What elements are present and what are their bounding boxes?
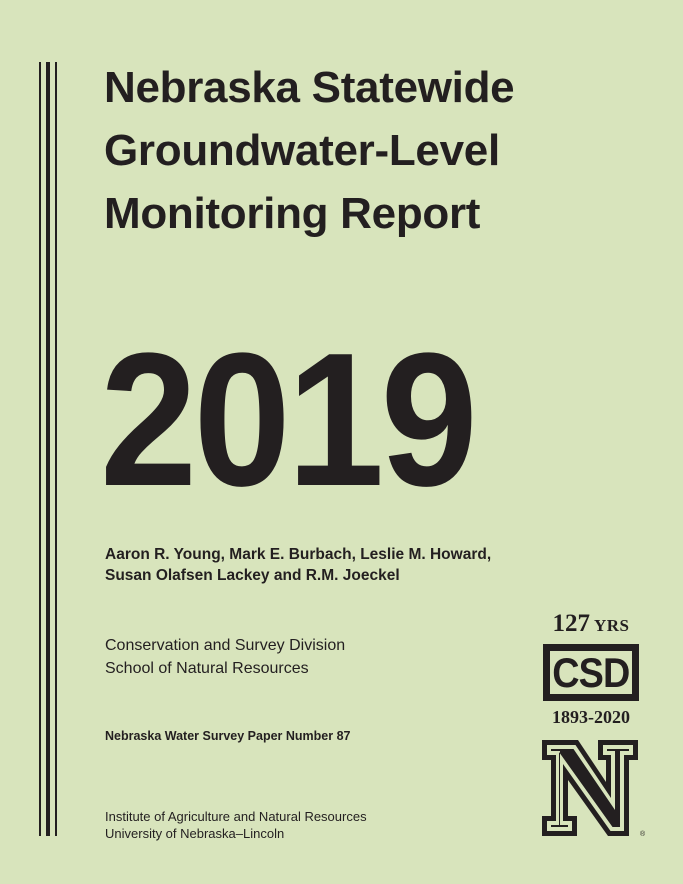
report-year: 2019	[100, 314, 475, 526]
authors-line-1: Aaron R. Young, Mark E. Burbach, Leslie M. Howard,	[105, 546, 492, 563]
nebraska-n-icon	[538, 738, 648, 838]
csd-dates: 1893-2020	[552, 707, 630, 727]
csd-logo-box	[543, 644, 639, 701]
institute	[105, 808, 367, 842]
institute-line-2: University of Nebraska–Lincoln	[105, 826, 285, 841]
csd-acronym: CSD	[552, 648, 630, 696]
authors	[105, 544, 491, 586]
csd-years	[537, 610, 645, 640]
authors-line-2: Susan Olafsen Lackey and R.M. Joeckel	[105, 567, 400, 584]
title-line-1: Nebraska Statewide	[104, 63, 515, 112]
decorative-rule-right	[55, 62, 57, 836]
division-line-1: Conservation and Survey Division	[105, 637, 346, 654]
title-line-2: Groundwater-Level	[104, 126, 500, 175]
publisher-division	[105, 634, 345, 680]
csd-anniversary-badge	[537, 610, 645, 728]
report-title	[104, 56, 514, 245]
decorative-rule-left	[39, 62, 41, 836]
csd-years-unit: YRS	[593, 616, 630, 635]
division-line-2: School of Natural Resources	[105, 660, 309, 677]
series-number: Nebraska Water Survey Paper Number 87	[105, 729, 351, 743]
registered-mark: ®	[640, 831, 646, 838]
decorative-rule-middle	[46, 62, 50, 836]
title-line-3: Monitoring Report	[104, 189, 481, 238]
csd-years-number: 127	[552, 610, 590, 637]
institute-line-1: Institute of Agriculture and Natural Resources	[105, 809, 367, 824]
